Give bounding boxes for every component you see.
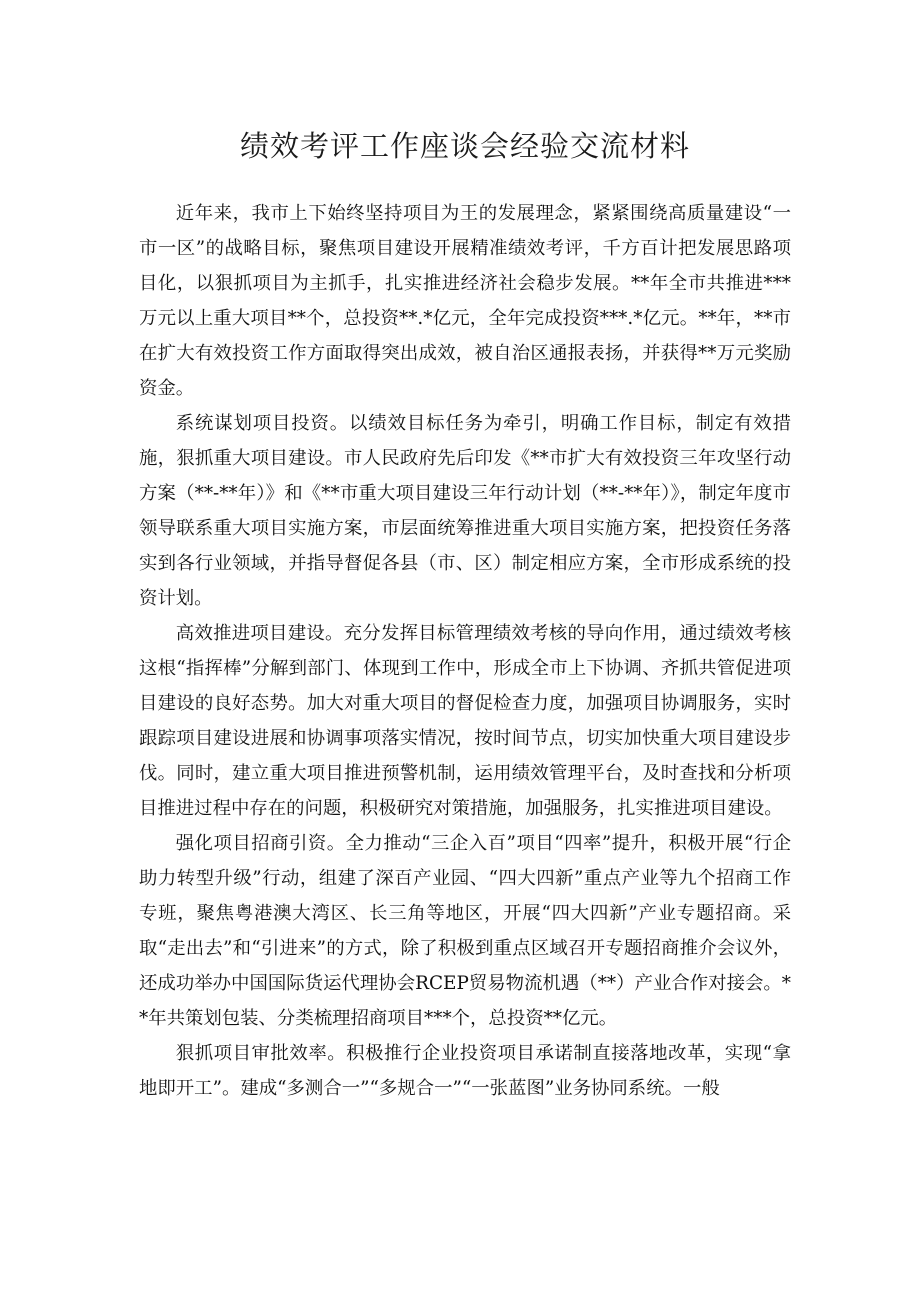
paragraph-project-construction: 高效推进项目建设。充分发挥目标管理绩效考核的导向作用，通过绩效考核这根“指挥棒”分解到部门、体现到工作中，形成全市上下协调、齐抓共管促进项目建设的良好态势。加大对重大项目的督促检查力度，加强项目协调服务，实时跟踪项目建设进展和协调事项落实情况，按时间节点，切实加快重大项目建设步伐。同时，建立重大项目推进预警机制，运用绩效管理平台，及时查找和分析项目推进过程中存在的问题，积极研究对策措施，加强服务，扎实推进项目建设。 [139,623,791,819]
paragraph-investment-attraction: 强化项目招商引资。全力推动“三企入百”项目“四率”提升，积极开展“行企助力转型升级”行动，组建了深百产业园、“四大四新”重点产业等九个招商工作专班，聚焦粤港澳大湾区、长三角等地区，开展“四大四新”产业专题招商。采取“走出去”和“引进来”的方式，除了积极到重点区域召开专题招商推介会议外，还成功举办中国国际货运代理协会RCEP贸易物流机遇（**）产业合作对接会。**年共策划包装、分类梳理招商项目***个，总投资**亿元。 [139,833,791,1029]
document-page [139,124,791,1106]
paragraph-investment-planning: 系统谋划项目投资。以绩效目标任务为牵引，明确工作目标，制定有效措施，狠抓重大项目建设。市人民政府先后印发《**市扩大有效投资三年攻坚行动方案（**-**年）》和《**市重大项目建设三年行动计划（**-**年）》，制定年度市领导联系重大项目实施方案，市层面统筹推进重大项目实施方案，把投资任务落实到各行业领域，并指导督促各县（市、区）制定相应方案，全市形成系统的投资计划。 [139,413,791,609]
document-title: 绩效考评工作座谈会经验交流材料 [239,129,690,163]
paragraph-approval-efficiency: 狠抓项目审批效率。积极推行企业投资项目承诺制直接落地改革，实现“拿地即开工”。建成“多测合一”“多规合一”“一张蓝图”业务协同系统。一般 [139,1043,791,1099]
paragraph-intro: 近年来，我市上下始终坚持项目为王的发展理念，紧紧围绕高质量建设“一市一区”的战略目标，聚焦项目建设开展精准绩效考评，千方百计把发展思路项目化，以狠抓项目为主抓手，扎实推进经济社会稳步发展。**年全市共推进***万元以上重大项目**个，总投资**.*亿元，全年完成投资***.*亿元。**年，**市在扩大有效投资工作方面取得突出成效，被自治区通报表扬，并获得**万元奖励资金。 [139,203,791,399]
